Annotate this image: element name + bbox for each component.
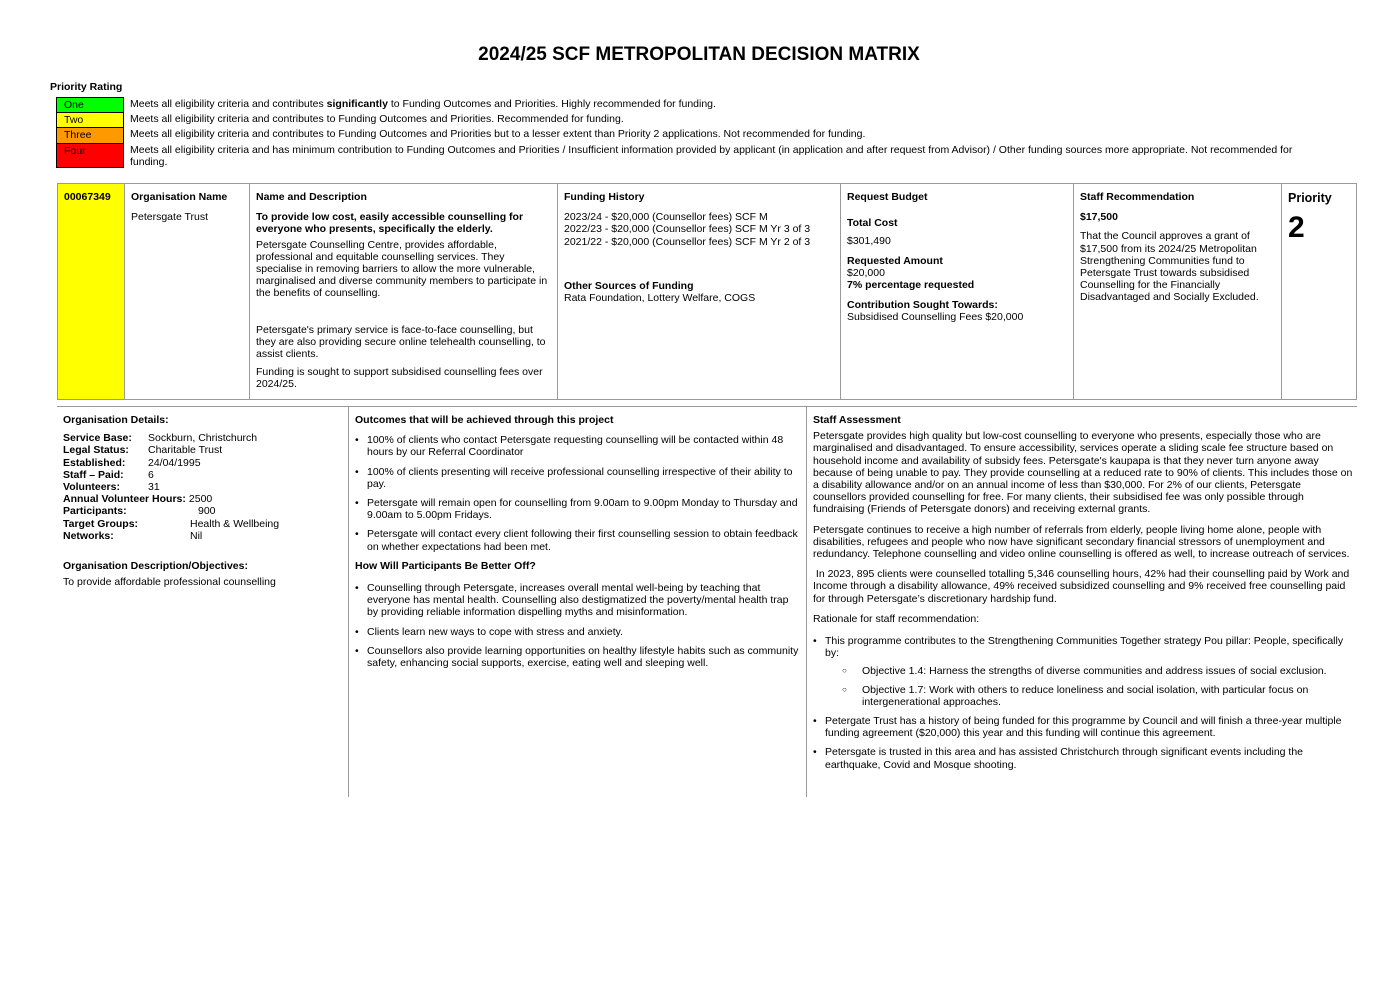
- objectives-list: [825, 665, 1353, 708]
- better-off-heading: How Will Participants Be Better Off?: [355, 559, 536, 572]
- project-description-2: Petersgate's primary service is face-to-face counselling, but they are also providing secure online telehealth counselling, to assist clients.: [256, 323, 546, 361]
- better-off-item: • Clients learn new ways to cope with stress and anxiety.: [367, 626, 800, 638]
- organisation-name-heading: Organisation Name: [131, 191, 228, 203]
- name-description-cell: [250, 184, 558, 399]
- priority-heading: Priority: [1288, 191, 1332, 205]
- staff-recommendation-heading: Staff Recommendation: [1080, 191, 1195, 203]
- detail-row: Annual Volunteer Hours: 2500: [63, 493, 213, 506]
- rationale-item: • Petersgate is trusted in this area and has assisted Christchurch through significant events including the earthquake, Covid and Mosque shooting.: [825, 746, 1353, 770]
- name-description-heading: Name and Description: [256, 191, 367, 203]
- better-off-item: • Counselling through Petersgate, increases overall mental well-being by teaching that everyone has mental health. Counselling also destigmatized the poverty/mental health trap by providing reliable information dispelling myths and misinformation.: [367, 582, 800, 619]
- page-title: 2024/25 SCF METROPOLITAN DECISION MATRIX: [478, 44, 920, 65]
- organisation-details-heading: Organisation Details:: [63, 414, 169, 426]
- application-summary-table: [57, 183, 1357, 400]
- better-off-list: [355, 582, 800, 669]
- priority-row-four: [56, 143, 1322, 169]
- organisation-details: [63, 414, 343, 588]
- assessment-paragraph: In 2023, 895 clients were counselled totalling 5,346 counselling hours, 42% had their counselling paid by Work and Income through a disability allowance, 49% received subsidized counselling and 9% received free counselling paid for through Petersgate’s discretionary hardship fund.: [813, 568, 1353, 605]
- staff-assessment-heading: Staff Assessment: [813, 414, 901, 426]
- detail-row: Target Groups: Health & Wellbeing: [63, 517, 280, 530]
- organisation-name-cell: [125, 184, 250, 399]
- project-lead: To provide low cost, easily accessible counselling for everyone who presents, specifically the elderly.: [256, 211, 524, 236]
- request-budget-cell: [841, 184, 1074, 399]
- outcome-item: • Petersgate will remain open for counselling from 9.00am to 9.00pm Monday to Thursday and 9.00am to 5.00pm Fridays.: [367, 497, 800, 521]
- detail-row: Staff – Paid: 6: [63, 468, 154, 481]
- project-description-3: Funding is sought to support subsidised counselling fees over 2024/25.: [256, 366, 543, 391]
- outcome-item: • Petersgate will contact every client following their first counselling session to obtain feedback on whether expectations had been met.: [367, 528, 800, 552]
- detail-row: Networks: Nil: [63, 529, 203, 542]
- request-budget-heading: Request Budget: [847, 191, 928, 203]
- objective-item: ○ Objective 1.7: Work with others to reduce loneliness and social isolation, with particular focus on intergenerational approaches.: [862, 684, 1353, 708]
- priority-cell: [1282, 184, 1356, 399]
- priority-row-two: [56, 112, 1322, 127]
- outcome-item: • 100% of clients presenting will receive professional counselling irrespective of their ability to pay.: [367, 466, 800, 490]
- detail-row: Legal Status: Charitable Trust: [63, 444, 223, 457]
- priority-desc-two: Meets all eligibility criteria and contributes to Funding Outcomes and Priorities. Recommended for funding.: [130, 113, 624, 126]
- column-divider: [806, 407, 807, 797]
- other-funding-sources: Rata Foundation, Lottery Welfare, COGS: [564, 292, 756, 305]
- priority-chip-three: Three: [56, 127, 124, 142]
- staff-recommendation-cell: [1074, 184, 1282, 399]
- rationale-list: [813, 635, 1353, 771]
- outcome-item: • 100% of clients who contact Petersgate requesting counselling will be contacted within 48 hours by our Referral Coordinator: [367, 434, 800, 458]
- priority-desc-one: Meets all eligibility criteria and contributes significantly to Funding Outcomes and Priorities. Highly recommended for funding.: [130, 98, 716, 110]
- assessment-paragraph: Petersgate provides high quality but low-cost counselling to everyone who presents, especially those who are marginalised and disadvantaged. To ensure accessibility, services operate a sliding scale fee structure based on household income and availability of subsidy fees. Petersgate's kaupapa is that they never turn anyone away because of being unable to pay. They provide counselling at a reduced rate to 90% of clients. This includes those on a disability allowance and/or on an annual income of less than $30,000. For 2% of our clients, Petersgate counsellors provided counselling for free. For many clients, their subsidised fee was only possible through fundraising (Friends of Petersgate donors) and receiving external grants.: [813, 430, 1353, 516]
- rationale-heading: Rationale for staff recommendation:: [813, 612, 980, 625]
- priority-chip-one: One: [56, 97, 124, 112]
- priority-row-one: [56, 97, 1322, 112]
- staff-recommendation-text: That the Council approves a grant of $17,500 from its 2024/25 Metropolitan Strengthening Communities fund to Petersgate Trust towards subsidised Counselling for the Financially Disadvantaged and Socially Excluded.: [1080, 230, 1259, 304]
- funding-history-heading: Funding History: [564, 191, 645, 203]
- other-funding-heading: Other Sources of Funding: [564, 279, 694, 292]
- objective-item: ○ Objective 1.4: Harness the strengths of diverse communities and address issues of social exclusion.: [862, 665, 1353, 677]
- application-id-value: 00067349: [64, 191, 111, 203]
- better-off-item: • Counsellors also provide learning opportunities on healthy lifestyle habits such as community safety, enhancing social supports, exercise, eating well and sleeping well.: [367, 645, 800, 669]
- staff-assessment-section: [813, 414, 1353, 778]
- requested-amount-label: Requested Amount: [847, 254, 943, 267]
- contribution-label: Contribution Sought Towards:: [847, 299, 998, 312]
- rationale-item: • Petergate Trust has a history of being funded for this programme by Council and will finish a three-year multiple funding agreement ($20,000) this year and this funding will continue this agreement.: [825, 715, 1353, 739]
- priority-chip-four: Four: [56, 143, 124, 168]
- total-cost-label: Total Cost: [847, 217, 898, 230]
- priority-desc-four: Meets all eligibility criteria and has minimum contribution to Funding Outcomes and Priorities / Insufficient information provided by applicant (in application and after request from Advisor) / Other funding sources more appropriate. Not recommended for funding.: [130, 143, 1293, 168]
- percentage-requested: 7% percentage requested: [847, 279, 975, 292]
- staff-recommendation-amount: $17,500: [1080, 211, 1118, 224]
- detail-row: Participants: 900: [63, 505, 216, 518]
- organisation-description-heading: Organisation Description/Objectives:: [63, 560, 248, 573]
- priority-desc-three: Meets all eligibility criteria and contributes to Funding Outcomes and Priorities but to a lesser extent than Priority 2 applications. Not recommended for funding.: [130, 128, 866, 141]
- outcomes-list: [355, 434, 800, 553]
- priority-rating-heading: Priority Rating: [50, 81, 123, 93]
- column-divider: [348, 407, 349, 797]
- detail-row: Volunteers: 31: [63, 481, 160, 494]
- total-cost-value: $301,490: [847, 235, 891, 248]
- priority-row-three: [56, 127, 1322, 142]
- organisation-name: Petersgate Trust: [131, 211, 209, 224]
- outcomes-heading: Outcomes that will be achieved through this project: [355, 414, 614, 426]
- assessment-paragraph: Petersgate continues to receive a high number of referrals from elderly, people living home alone, people with disabilities, refugees and people who now have significant secondary financial stressors of unemployment and redundancy. Telephone counselling and video online counselling is offered as well, to increase outreach of services.: [813, 523, 1350, 561]
- detail-row: Established: 24/04/1995: [63, 456, 201, 469]
- rationale-item: • This programme contributes to the Strengthening Communities Together strategy Pou pillar: People, specifically by: ○ Objective 1.4: Harness the strengths of diverse communities and address issues of social exclusion. ○ Objective 1.7: Work with others to reduce loneliness and social isolation, with particular focus on intergenerational approaches.: [825, 635, 1353, 708]
- outcomes-section: [355, 414, 800, 676]
- application-id: [58, 184, 125, 399]
- section-divider: [57, 406, 1357, 407]
- contribution-value: Subsidised Counselling Fees $20,000: [847, 311, 1024, 324]
- priority-chip-two: Two: [56, 112, 124, 127]
- detail-row: Service Base: Sockburn, Christchurch: [63, 432, 258, 445]
- priority-rating-legend: [56, 97, 1322, 169]
- organisation-description: To provide affordable professional counselling: [63, 576, 276, 589]
- priority-value: 2: [1288, 211, 1305, 245]
- project-description-1: Petersgate Counselling Centre, provides affordable, professional and equitable counselling services. They specialise in removing barriers to allow the more vulnerable, marginalised and diverse community members to participate in the benefits of counselling.: [256, 238, 548, 300]
- funding-history-item: 2021/22 - $20,000 (Counsellor fees) SCF M Yr 2 of 3: [564, 235, 811, 248]
- funding-history-item: 2022/23 - $20,000 (Counsellor fees) SCF M Yr 3 of 3: [564, 223, 811, 236]
- funding-history-cell: [558, 184, 841, 399]
- funding-history-item: 2023/24 - $20,000 (Counsellor fees) SCF M: [564, 211, 768, 224]
- requested-amount-value: $20,000: [847, 266, 885, 279]
